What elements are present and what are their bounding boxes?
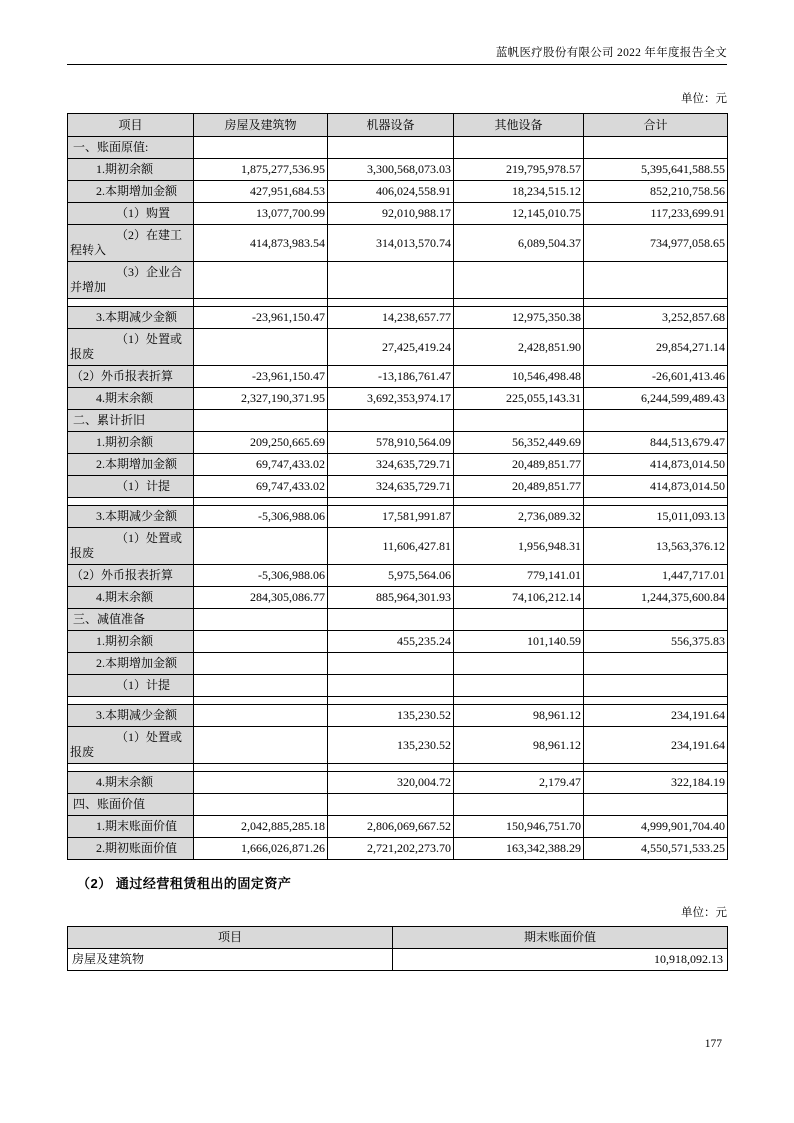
- table-row: [68, 565, 728, 587]
- empty-cell: [194, 498, 328, 506]
- value-cell: 324,635,729.71: [328, 454, 454, 476]
- empty-cell: [68, 299, 194, 307]
- value-cell: 92,010,988.17: [328, 203, 454, 225]
- table-row: [68, 181, 728, 203]
- value-cell: [194, 705, 328, 727]
- table-row: [68, 772, 728, 794]
- page-header-title: 蓝帆医疗股份有限公司 2022 年年度报告全文: [495, 47, 727, 59]
- value-cell: [328, 794, 454, 816]
- item-label-cell: 3.本期减少金额: [68, 307, 194, 329]
- table-row: [68, 587, 728, 609]
- value-cell: [194, 528, 328, 565]
- table-row: [68, 203, 728, 225]
- value-cell: [328, 609, 454, 631]
- value-cell: 117,233,699.91: [584, 203, 728, 225]
- spacer-row: [68, 764, 728, 772]
- table-row: [68, 388, 728, 410]
- empty-cell: [68, 697, 194, 705]
- value-cell: [328, 410, 454, 432]
- item-label-cell: 三、减值准备: [68, 609, 194, 631]
- item-label-cell: 4.期末余额: [68, 772, 194, 794]
- value-cell: 11,606,427.81: [328, 528, 454, 565]
- unit-label-2: 单位：元: [681, 907, 727, 919]
- value-cell: 6,089,504.37: [454, 225, 584, 262]
- value-cell: [194, 653, 328, 675]
- item-label-cell: （1）购置: [68, 203, 194, 225]
- empty-cell: [584, 764, 728, 772]
- value-cell: [454, 609, 584, 631]
- page-content: [67, 0, 727, 971]
- item-label-cell: （1）处置或报废: [68, 727, 194, 764]
- value-cell: 20,489,851.77: [454, 454, 584, 476]
- value-cell: 1,666,026,871.26: [194, 838, 328, 860]
- value-cell: 10,918,092.13: [393, 949, 728, 971]
- table-row: [68, 159, 728, 181]
- value-cell: [584, 609, 728, 631]
- column-header: 项目: [68, 114, 194, 137]
- value-cell: 5,975,564.06: [328, 565, 454, 587]
- column-header: 其他设备: [454, 114, 584, 137]
- value-cell: 734,977,058.65: [584, 225, 728, 262]
- item-label-cell: （2）外币报表折算: [68, 366, 194, 388]
- section-heading: （2） 通过经营租赁租出的固定资产: [77, 876, 292, 891]
- spacer-row: [68, 299, 728, 307]
- table-row: [68, 410, 728, 432]
- item-label-cell: 4.期末余额: [68, 587, 194, 609]
- empty-cell: [328, 498, 454, 506]
- empty-cell: [194, 697, 328, 705]
- value-cell: 1,244,375,600.84: [584, 587, 728, 609]
- value-cell: [194, 794, 328, 816]
- value-cell: 1,875,277,536.95: [194, 159, 328, 181]
- table-row: [68, 631, 728, 653]
- item-label-cell: （3）企业合并增加: [68, 262, 194, 299]
- value-cell: 163,342,388.29: [454, 838, 584, 860]
- table-row: [68, 794, 728, 816]
- value-cell: 12,975,350.38: [454, 307, 584, 329]
- value-cell: 3,300,568,073.03: [328, 159, 454, 181]
- value-cell: 5,395,641,588.55: [584, 159, 728, 181]
- page-number: 177: [704, 1038, 722, 1050]
- value-cell: [194, 675, 328, 697]
- value-cell: -26,601,413.46: [584, 366, 728, 388]
- column-header: 房屋及建筑物: [194, 114, 328, 137]
- table-row: [68, 609, 728, 631]
- empty-cell: [454, 299, 584, 307]
- value-cell: 1,447,717.01: [584, 565, 728, 587]
- item-label-cell: 3.本期减少金额: [68, 705, 194, 727]
- value-cell: [194, 727, 328, 764]
- column-header: 机器设备: [328, 114, 454, 137]
- value-cell: [194, 631, 328, 653]
- value-cell: 852,210,758.56: [584, 181, 728, 203]
- item-label-cell: （1）处置或报废: [68, 329, 194, 366]
- table-row: [68, 225, 728, 262]
- value-cell: 1,956,948.31: [454, 528, 584, 565]
- value-cell: [584, 410, 728, 432]
- item-label-cell: （2）在建工程转入: [68, 225, 194, 262]
- table-row: [68, 816, 728, 838]
- value-cell: 29,854,271.14: [584, 329, 728, 366]
- value-cell: 414,873,014.50: [584, 454, 728, 476]
- value-cell: [194, 410, 328, 432]
- value-cell: 101,140.59: [454, 631, 584, 653]
- table-row: [68, 653, 728, 675]
- value-cell: 314,013,570.74: [328, 225, 454, 262]
- value-cell: 2,327,190,371.95: [194, 388, 328, 410]
- value-cell: [194, 137, 328, 159]
- value-cell: 74,106,212.14: [454, 587, 584, 609]
- table-row: [68, 476, 728, 498]
- value-cell: 3,692,353,974.17: [328, 388, 454, 410]
- value-cell: 2,179.47: [454, 772, 584, 794]
- value-cell: 414,873,983.54: [194, 225, 328, 262]
- column-header: 合计: [584, 114, 728, 137]
- value-cell: [454, 410, 584, 432]
- empty-cell: [584, 697, 728, 705]
- item-label-cell: 2.本期增加金额: [68, 653, 194, 675]
- value-cell: 20,489,851.77: [454, 476, 584, 498]
- value-cell: [328, 262, 454, 299]
- empty-cell: [454, 498, 584, 506]
- table-row: [68, 262, 728, 299]
- value-cell: [454, 794, 584, 816]
- empty-cell: [328, 697, 454, 705]
- empty-cell: [454, 764, 584, 772]
- value-cell: 324,635,729.71: [328, 476, 454, 498]
- item-label-cell: 1.期初余额: [68, 432, 194, 454]
- item-label-cell: （1）处置或报废: [68, 528, 194, 565]
- item-label-cell: 2.本期增加金额: [68, 454, 194, 476]
- table-row: [68, 705, 728, 727]
- value-cell: 98,961.12: [454, 705, 584, 727]
- empty-cell: [328, 764, 454, 772]
- column-header: 项目: [68, 927, 393, 949]
- item-label-cell: 3.本期减少金额: [68, 506, 194, 528]
- table-row: [68, 307, 728, 329]
- value-cell: 556,375.83: [584, 631, 728, 653]
- value-cell: [584, 137, 728, 159]
- value-cell: -23,961,150.47: [194, 366, 328, 388]
- spacer-row: [68, 697, 728, 705]
- value-cell: 2,736,089.32: [454, 506, 584, 528]
- value-cell: 2,042,885,285.18: [194, 816, 328, 838]
- value-cell: [194, 609, 328, 631]
- value-cell: [584, 653, 728, 675]
- value-cell: [454, 653, 584, 675]
- value-cell: 6,244,599,489.43: [584, 388, 728, 410]
- item-label-cell: 二、累计折旧: [68, 410, 194, 432]
- value-cell: [454, 137, 584, 159]
- table-row: [68, 727, 728, 764]
- value-cell: [584, 262, 728, 299]
- value-cell: 414,873,014.50: [584, 476, 728, 498]
- value-cell: [454, 675, 584, 697]
- item-label-cell: （1）计提: [68, 476, 194, 498]
- empty-cell: [584, 498, 728, 506]
- table-row: [68, 528, 728, 565]
- table-row: [68, 432, 728, 454]
- item-label-cell: 1.期初余额: [68, 159, 194, 181]
- value-cell: 2,721,202,273.70: [328, 838, 454, 860]
- value-cell: [328, 653, 454, 675]
- value-cell: 69,747,433.02: [194, 454, 328, 476]
- empty-cell: [194, 299, 328, 307]
- item-label-cell: 四、账面价值: [68, 794, 194, 816]
- value-cell: [454, 262, 584, 299]
- empty-cell: [68, 764, 194, 772]
- table-row: [68, 366, 728, 388]
- value-cell: 10,546,498.48: [454, 366, 584, 388]
- value-cell: 320,004.72: [328, 772, 454, 794]
- table-row: [68, 454, 728, 476]
- empty-cell: [328, 299, 454, 307]
- value-cell: 4,550,571,533.25: [584, 838, 728, 860]
- value-cell: [584, 675, 728, 697]
- value-cell: 2,806,069,667.52: [328, 816, 454, 838]
- value-cell: 406,024,558.91: [328, 181, 454, 203]
- value-cell: 225,055,143.31: [454, 388, 584, 410]
- value-cell: 427,951,684.53: [194, 181, 328, 203]
- value-cell: 27,425,419.24: [328, 329, 454, 366]
- value-cell: 2,428,851.90: [454, 329, 584, 366]
- value-cell: [194, 262, 328, 299]
- value-cell: 56,352,449.69: [454, 432, 584, 454]
- value-cell: 98,961.12: [454, 727, 584, 764]
- value-cell: [328, 137, 454, 159]
- item-label-cell: 1.期初余额: [68, 631, 194, 653]
- table-row: [68, 506, 728, 528]
- column-header: 期末账面价值: [393, 927, 728, 949]
- empty-cell: [194, 764, 328, 772]
- item-label-cell: 一、账面原值:: [68, 137, 194, 159]
- value-cell: 69,747,433.02: [194, 476, 328, 498]
- leased-assets-table: [67, 926, 728, 971]
- value-cell: 150,946,751.70: [454, 816, 584, 838]
- fixed-assets-table-header: [68, 114, 728, 137]
- value-cell: 12,145,010.75: [454, 203, 584, 225]
- unit-label-1: 单位：元: [681, 93, 727, 105]
- value-cell: 284,305,086.77: [194, 587, 328, 609]
- table-row: [68, 675, 728, 697]
- leased-assets-table-header: [68, 927, 728, 949]
- value-cell: 14,238,657.77: [328, 307, 454, 329]
- value-cell: -13,186,761.47: [328, 366, 454, 388]
- table-row: [68, 329, 728, 366]
- table-row: [68, 949, 728, 971]
- value-cell: [328, 675, 454, 697]
- empty-cell: [454, 697, 584, 705]
- item-label-cell: 1.期末账面价值: [68, 816, 194, 838]
- value-cell: 455,235.24: [328, 631, 454, 653]
- value-cell: 234,191.64: [584, 727, 728, 764]
- value-cell: 3,252,857.68: [584, 307, 728, 329]
- item-label-cell: 2.期初账面价值: [68, 838, 194, 860]
- value-cell: 17,581,991.87: [328, 506, 454, 528]
- value-cell: -5,306,988.06: [194, 565, 328, 587]
- value-cell: 779,141.01: [454, 565, 584, 587]
- fixed-assets-table: [67, 113, 728, 860]
- value-cell: 885,964,301.93: [328, 587, 454, 609]
- table-row: [68, 137, 728, 159]
- value-cell: [584, 794, 728, 816]
- item-label-cell: （2）外币报表折算: [68, 565, 194, 587]
- item-label-cell: （1）计提: [68, 675, 194, 697]
- value-cell: 135,230.52: [328, 705, 454, 727]
- value-cell: [194, 772, 328, 794]
- value-cell: [194, 329, 328, 366]
- item-label-cell: 4.期末余额: [68, 388, 194, 410]
- value-cell: 234,191.64: [584, 705, 728, 727]
- value-cell: 13,077,700.99: [194, 203, 328, 225]
- value-cell: 135,230.52: [328, 727, 454, 764]
- value-cell: 4,999,901,704.40: [584, 816, 728, 838]
- value-cell: -5,306,988.06: [194, 506, 328, 528]
- empty-cell: [68, 498, 194, 506]
- value-cell: 18,234,515.12: [454, 181, 584, 203]
- value-cell: 209,250,665.69: [194, 432, 328, 454]
- spacer-row: [68, 498, 728, 506]
- value-cell: 578,910,564.09: [328, 432, 454, 454]
- value-cell: -23,961,150.47: [194, 307, 328, 329]
- item-label-cell: 房屋及建筑物: [68, 949, 393, 971]
- value-cell: 15,011,093.13: [584, 506, 728, 528]
- value-cell: 322,184.19: [584, 772, 728, 794]
- value-cell: 13,563,376.12: [584, 528, 728, 565]
- header-rule: [67, 64, 727, 65]
- value-cell: 219,795,978.57: [454, 159, 584, 181]
- item-label-cell: 2.本期增加金额: [68, 181, 194, 203]
- empty-cell: [584, 299, 728, 307]
- table-row: [68, 838, 728, 860]
- value-cell: 844,513,679.47: [584, 432, 728, 454]
